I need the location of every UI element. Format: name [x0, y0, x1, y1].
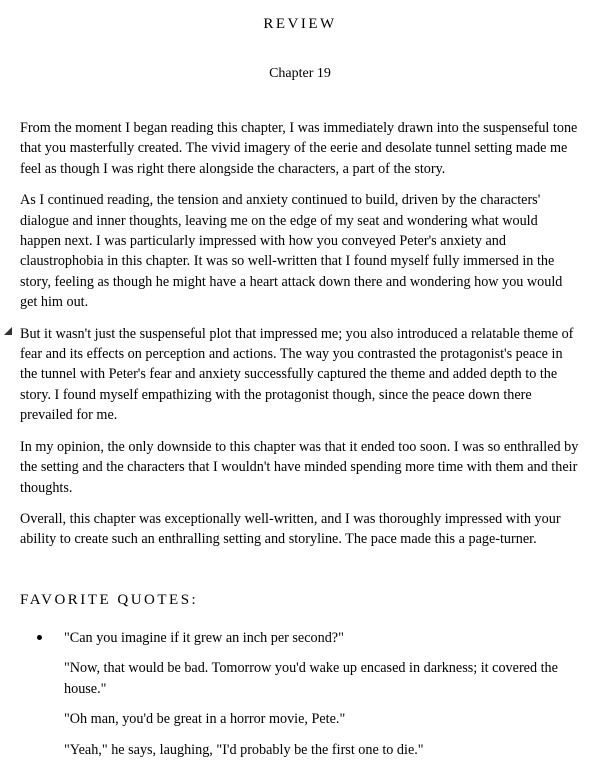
review-paragraph-3-container [20, 324, 580, 426]
quote-item-1 [64, 628, 580, 648]
review-body [20, 118, 580, 561]
review-paragraph-4: In my opinion, the only downside to this chapter was that it ended too soon. I was so enthralled by the setting and the characters that I wouldn't have minded spending more time with them and their thoughts. [20, 438, 579, 496]
review-paragraph-5: Overall, this chapter was exceptionally well-written, and I was thoroughly impressed with your ability to create such an enthralling setting and storyline. The pace made this a page-turner. [20, 510, 561, 548]
review-paragraph-3: But it wasn't just the suspenseful plot that impressed me; you also introduced a relatable theme of fear and its effects on perception and actions. The way you contrasted the protagonist's peace in the tunnel with Peter's fear and anxiety successfully captured the theme and added depth to the story. I found myself empathizing with the protagonist though, since the peace down there prevailed for me. [20, 325, 574, 424]
favorite-quotes-heading: FAVORITE QUOTES: [20, 592, 199, 608]
favorite-quotes-list [64, 628, 580, 770]
bullet-icon [37, 635, 42, 640]
review-heading: REVIEW [263, 16, 337, 32]
quote-item-2: "Now, that would be bad. Tomorrow you'd wake up encased in darkness; it covered the house." [64, 660, 558, 697]
quote-item-4: "Yeah," he says, laughing, "I'd probably be the first one to die." [64, 741, 424, 758]
quote-item-3: "Oh man, you'd be great in a horror movie, Pete." [64, 711, 346, 728]
chapter-title: Chapter 19 [269, 66, 331, 81]
collapse-triangle-icon[interactable] [4, 327, 12, 335]
review-paragraph-2: As I continued reading, the tension and anxiety continued to build, driven by the characters' dialogue and inner thoughts, leaving me on the edge of my seat and wondering what would happen next. I was particularly impressed with how you conveyed Peter's anxiety and claustrophobia in this chapter. It was so well-written that I found myself fully immersed in the story, feeling as though he might have a heart attack down there and wondering how you would get him out. [20, 192, 563, 311]
quote-text: "Can you imagine if it grew an inch per second?" [64, 630, 344, 646]
review-paragraph-1: From the moment I began reading this chapter, I was immediately drawn into the suspenseful tone that you masterfully created. The vivid imagery of the eerie and desolate tunnel setting made me feel as though I was right there alongside the characters, a part of the story. [20, 120, 578, 177]
